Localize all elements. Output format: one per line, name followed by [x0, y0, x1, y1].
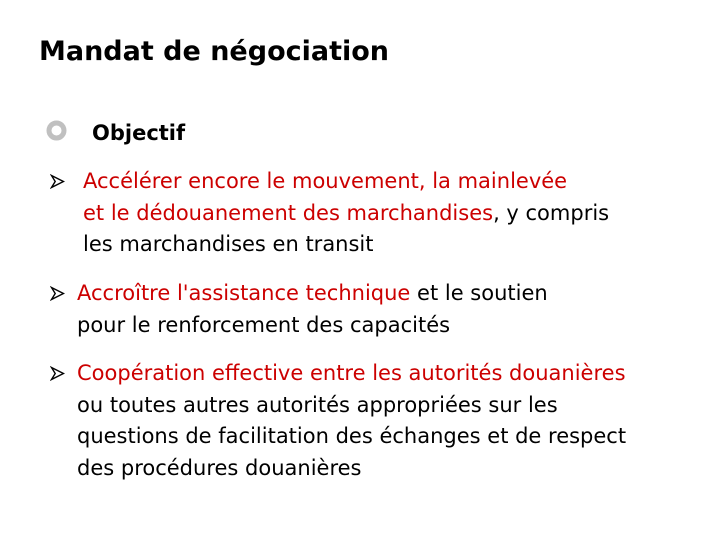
text-run-black: des procédures douanières: [77, 455, 362, 480]
text-run-red: Coopération effective entre les autorités douanières: [77, 361, 626, 385]
text-run-black: pour le renforcement des capacités: [77, 312, 451, 337]
bullet-text: [77, 358, 626, 484]
text-run-black: , y compris: [493, 200, 610, 225]
text-run-red: Accroître l'assistance technique: [77, 281, 411, 305]
text-run-red: Accélérer encore le mouvement, la mainlevée: [83, 169, 568, 193]
arrow-bullet-icon: [50, 366, 65, 381]
slide-title: Mandat de négociation: [39, 36, 390, 67]
text-run-black: et le soutien: [410, 281, 548, 305]
text-run-black: ou toutes autres autorités appropriées sur les: [77, 392, 558, 417]
arrow-bullet-icon: [50, 174, 65, 189]
ring-bullet-icon: [46, 120, 67, 141]
arrow-bullet-icon: [50, 286, 65, 301]
bullet-text: [77, 278, 548, 341]
section-heading: Objectif: [92, 121, 186, 145]
bullet-text: [83, 166, 609, 261]
text-run-black: les marchandises en transit: [83, 232, 374, 256]
text-run-black: questions de facilitation des échanges et de respect: [77, 424, 627, 448]
text-run-red: et le dédouanement des marchandises: [83, 200, 494, 225]
